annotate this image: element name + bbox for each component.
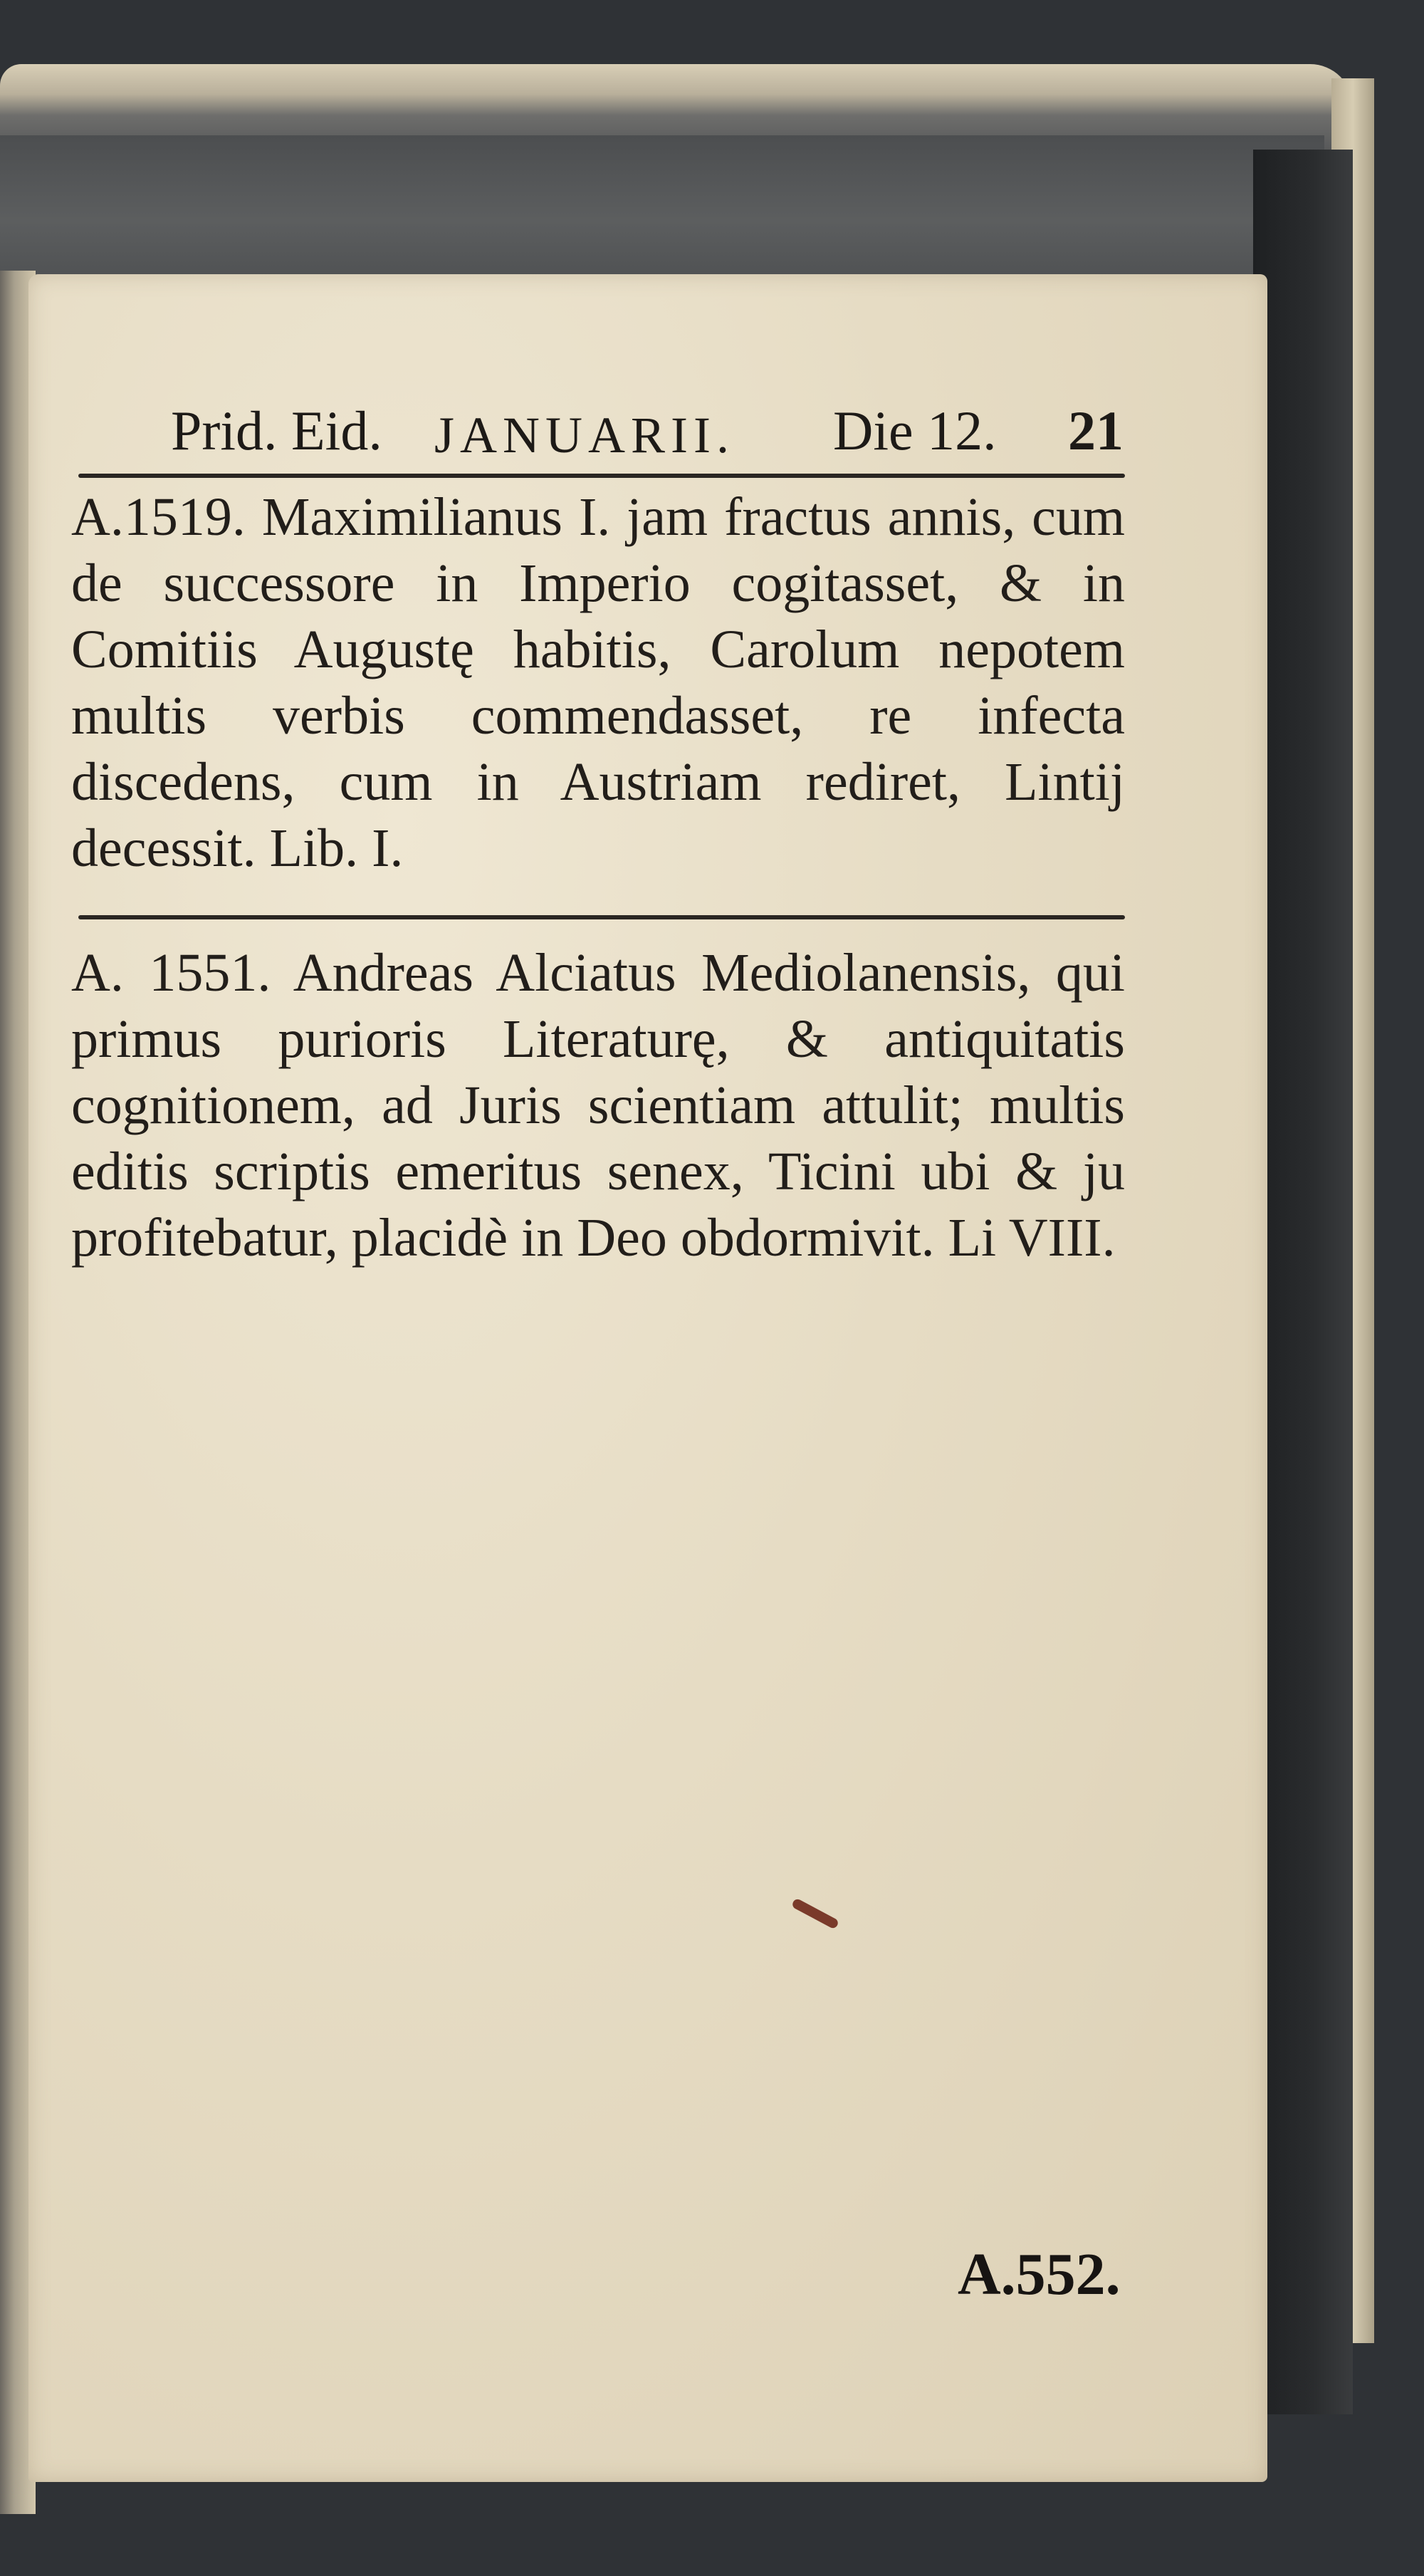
header-month: JANUARII.	[434, 407, 735, 464]
running-header	[150, 399, 1125, 477]
entry-1519: A.1519. Maximilianus I. jam fractus annis, cum de successore in Imperio cogitasset, & in Comitiis Augustę habitis, Carolum nepotem multis verbis commendasset, re infecta discedens, cum in Austriam rediret, Lintij decessit. Lib. I.	[71, 487, 1125, 878]
header-day: Die 12.	[833, 400, 997, 462]
header-left: Prid. Eid.	[171, 400, 382, 462]
header-rule	[78, 474, 1125, 478]
entry-divider	[78, 915, 1125, 919]
page-number: 21	[1068, 400, 1124, 462]
fore-edge	[1253, 150, 1353, 2414]
entry-1551: A. 1551. Andreas Alciatus Mediolanensis, qui primus purioris Literaturę, & antiquitatis cognitionem, ad Juris scientiam attulit; multis editis scriptis emeritus senex, Ticini ubi & ju profitebatur, placidè in Deo obdormivit. Li VIII.	[71, 943, 1125, 1268]
catchword: A.552.	[958, 2241, 1121, 2308]
